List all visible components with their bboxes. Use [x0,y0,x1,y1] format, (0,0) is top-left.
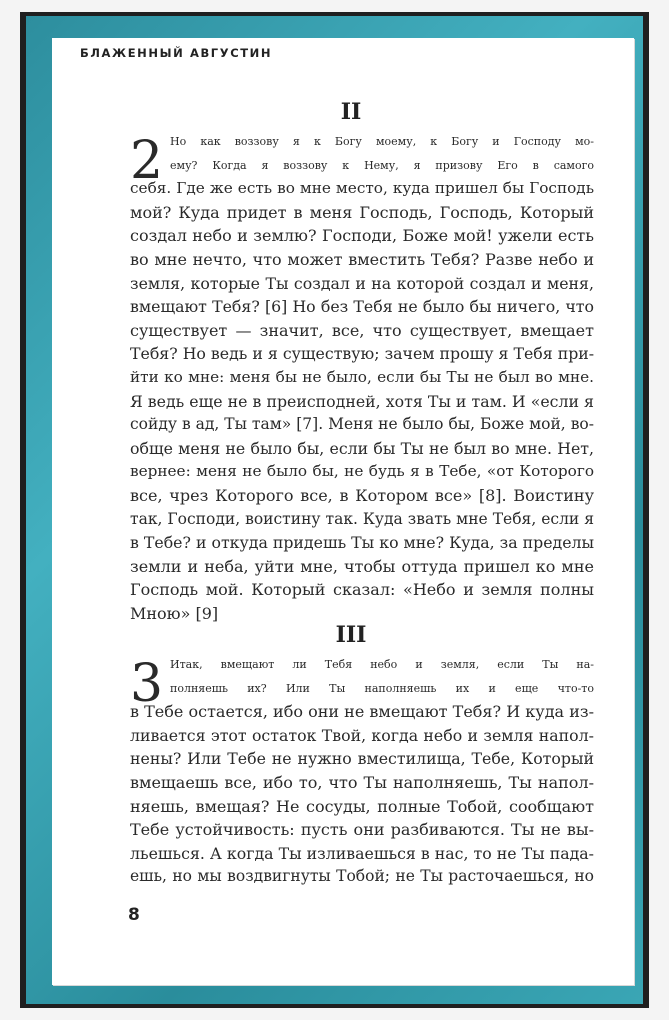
text-line: существует — значит, все, что существует, вмещает [130,320,594,340]
text-line: так, Господи, воистину так. Куда звать мне Тебя, если я [130,509,594,528]
text-line: ему? Когда я воззову к Нему, я призову Его в самого [170,158,594,172]
text-line: обще меня не было бы, если бы Ты не был во мне. Нет, [130,438,594,458]
text-line: ешь, но мы воздвигнуты Тобой; не Ты расточаешься, но [130,867,594,886]
running-head: БЛАЖЕННЫЙ АВГУСТИН [80,46,273,60]
text-line: во мне нечто, что может вместить Тебя? Разве небо и [130,249,594,269]
text-line: вмещают Тебя? [6] Но без Тебя не было бы ничего, что [130,297,594,317]
text-line: Итак, вмещают ли Тебя небо и земля, если Ты на- [170,658,594,671]
text-line: ливается этот остаток Твой, когда небо и земля напол- [130,725,594,745]
text-line: мой? Куда придет в меня Господь, Господь, Который [130,202,594,222]
text-line: вернее: меня не было бы, не будь я в Тебе, «от Которого [130,462,594,481]
text-line: земля, которые Ты создал и на которой создал и меня, [130,273,594,293]
text-line: в Тебе? и откуда придешь Ты ко мне? Куда, за пределы [130,533,595,553]
text-line: льешься. А когда Ты изливаешься в нас, то не Ты пада- [130,843,594,863]
dropcap-3: 3 [130,654,164,714]
text-line: все, чрез Которого все, в Котором все» [8]. Воистину [130,485,594,505]
text-line: себя. Где же есть во мне место, куда пришел бы Господь [130,179,594,198]
text-line: няешь, вмещая? Не сосуды, полные Тобой, сообщают [130,796,594,816]
text-line: сойду в ад, Ты там» [7]. Меня не было бы, Боже мой, во- [130,415,594,434]
text-line: земли и неба, уйти мне, чтобы оттуда пришел ко мне [130,556,594,576]
chapter-numeral-ii: II [340,99,362,125]
dropcap-2: 2 [130,131,164,191]
text-line: Господь мой. Который сказал: «Небо и земля полны [130,580,594,600]
text-line: нены? Или Тебе не нужно вместилища, Тебе, Который [130,749,594,769]
text-line: Тебя? Но ведь и я существую; зачем прошу я Тебя при- [130,344,595,364]
text-line: вмещаешь все, ибо то, что Ты наполняешь, Ты напол- [130,772,594,792]
page-number: 8 [128,905,140,925]
text-line: Тебе устойчивость: пусть они разбиваются. Ты не вы- [130,820,594,840]
text-line: Мною» [9] [130,603,219,623]
chapter-ii-text [130,130,594,625]
chapter-iii-text [130,653,594,889]
text-line: полняешь их? Или Ты наполняешь их и еще что-то [170,681,594,695]
text-line: создал небо и землю? Господи, Боже мой! ужели есть [130,226,594,246]
chapter-numeral-iii: III [335,622,367,648]
text-line: в Тебе остается, ибо они не вмещают Тебя? И куда из- [130,702,594,722]
text-line: йти ко мне: меня бы не было, если бы Ты не был во мне. [130,367,594,386]
text-line: Я ведь еще не в преисподней, хотя Ты и там. И «если я [130,391,594,411]
text-line: Но как воззову я к Богу моему, к Богу и Господу мо- [170,135,594,148]
